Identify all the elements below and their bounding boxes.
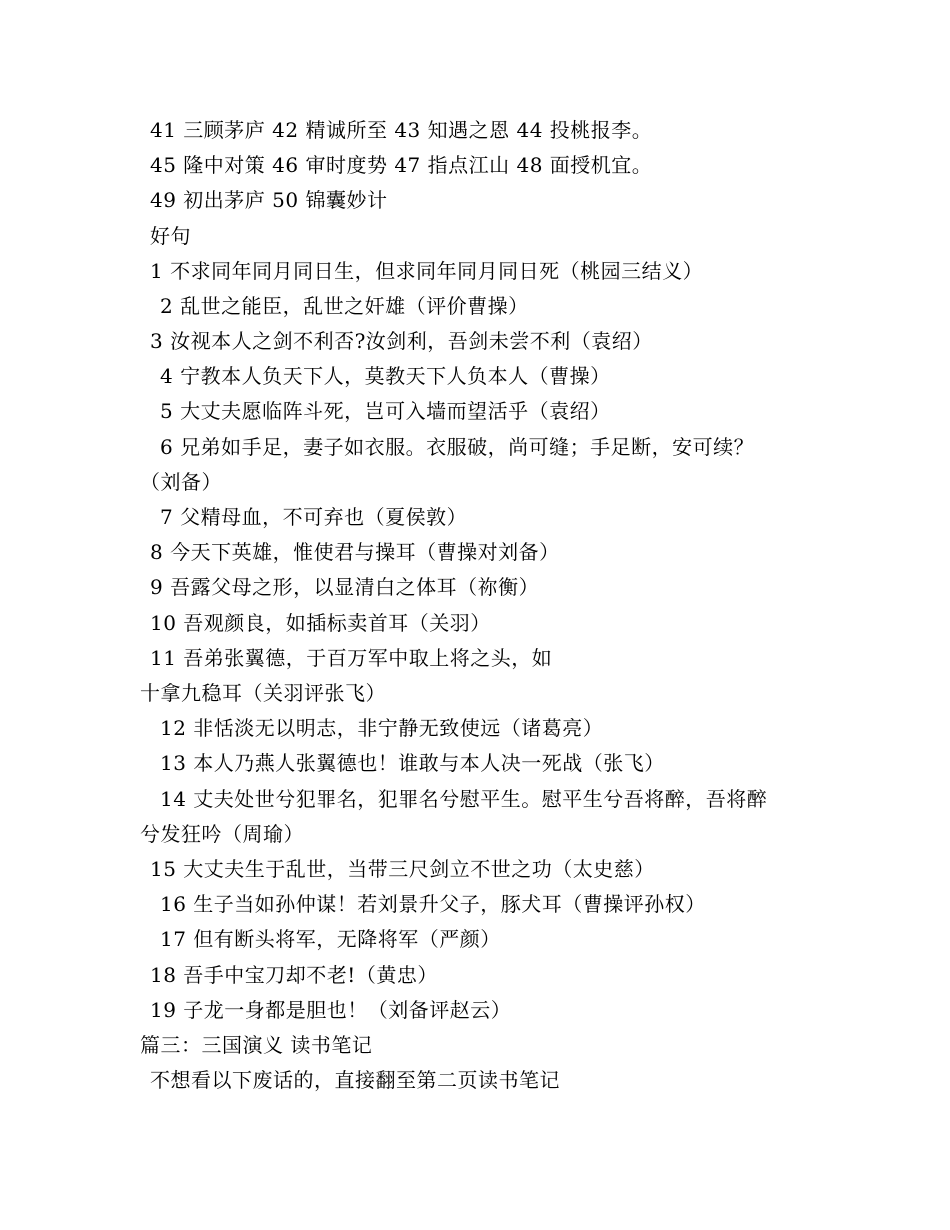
quote-line: 7 父精母血，不可弃也（夏侯敦） [160, 505, 468, 529]
quote-line: 5 大丈夫愿临阵斗死，岂可入墙而望活乎（袁绍） [160, 399, 611, 423]
text-line: 49 初出茅庐 50 锦囊妙计 [150, 188, 388, 212]
quote-line: 4 宁教本人负天下人，莫教天下人负本人（曹操） [160, 364, 611, 388]
quote-line: 17 但有断头将军，无降将军（严颜） [160, 927, 501, 951]
quote-line: 11 吾弟张翼德，于百万军中取上将之头，如 [150, 646, 553, 670]
quote-line: 9 吾露父母之形，以显清白之体耳（祢衡） [150, 575, 540, 599]
quote-line: 15 大丈夫生于乱世，当带三尺剑立不世之功（太史慈） [150, 857, 655, 881]
quote-line: 18 吾手中宝刀却不老!（黄忠） [150, 963, 438, 987]
quote-line-continuation: （刘备） [140, 470, 222, 494]
quote-line: 19 子龙一身都是胆也！（刘备评赵云） [150, 998, 512, 1022]
quote-line: 6 兄弟如手足，妻子如衣服。衣服破，尚可缝；手足断，安可续？ [160, 435, 755, 459]
quote-line-continuation: 十拿九稳耳（关羽评张飞） [140, 681, 386, 705]
text-line: 不想看以下废话的，直接翻至第二页读书笔记 [150, 1068, 560, 1092]
text-line: 45 隆中对策 46 审时度势 47 指点江山 48 面授机宜。 [150, 153, 653, 177]
quote-line: 12 非恬淡无以明志，非宁静无致使远（诸葛亮） [160, 716, 604, 740]
quote-line: 8 今天下英雄，惟使君与操耳（曹操对刘备） [150, 540, 560, 564]
quote-line: 3 汝视本人之剑不利否?汝剑利，吾剑未尝不利（袁绍） [150, 329, 653, 353]
quote-line: 2 乱世之能臣，乱世之奸雄（评价曹操） [160, 294, 529, 318]
text-line: 41 三顾茅庐 42 精诚所至 43 知遇之恩 44 投桃报李。 [150, 118, 653, 142]
section-heading: 好句 [150, 224, 191, 248]
quote-line-continuation: 兮发狂吟（周瑜） [140, 822, 304, 846]
quote-line: 10 吾观颜良，如插标卖首耳（关羽） [150, 611, 491, 635]
section-heading: 篇三：三国演义 读书笔记 [140, 1033, 373, 1057]
quote-line: 14 丈夫处世兮犯罪名，犯罪名兮慰平生。慰平生兮吾将醉，吾将醉 [160, 787, 768, 811]
quote-line: 13 本人乃燕人张翼德也！谁敢与本人决一死战（张飞） [160, 751, 665, 775]
quote-line: 16 生子当如孙仲谋！若刘景升父子，豚犬耳（曹操评孙权） [160, 892, 706, 916]
quote-line: 1 不求同年同月同日生，但求同年同月同日死（桃园三结义） [150, 259, 704, 283]
